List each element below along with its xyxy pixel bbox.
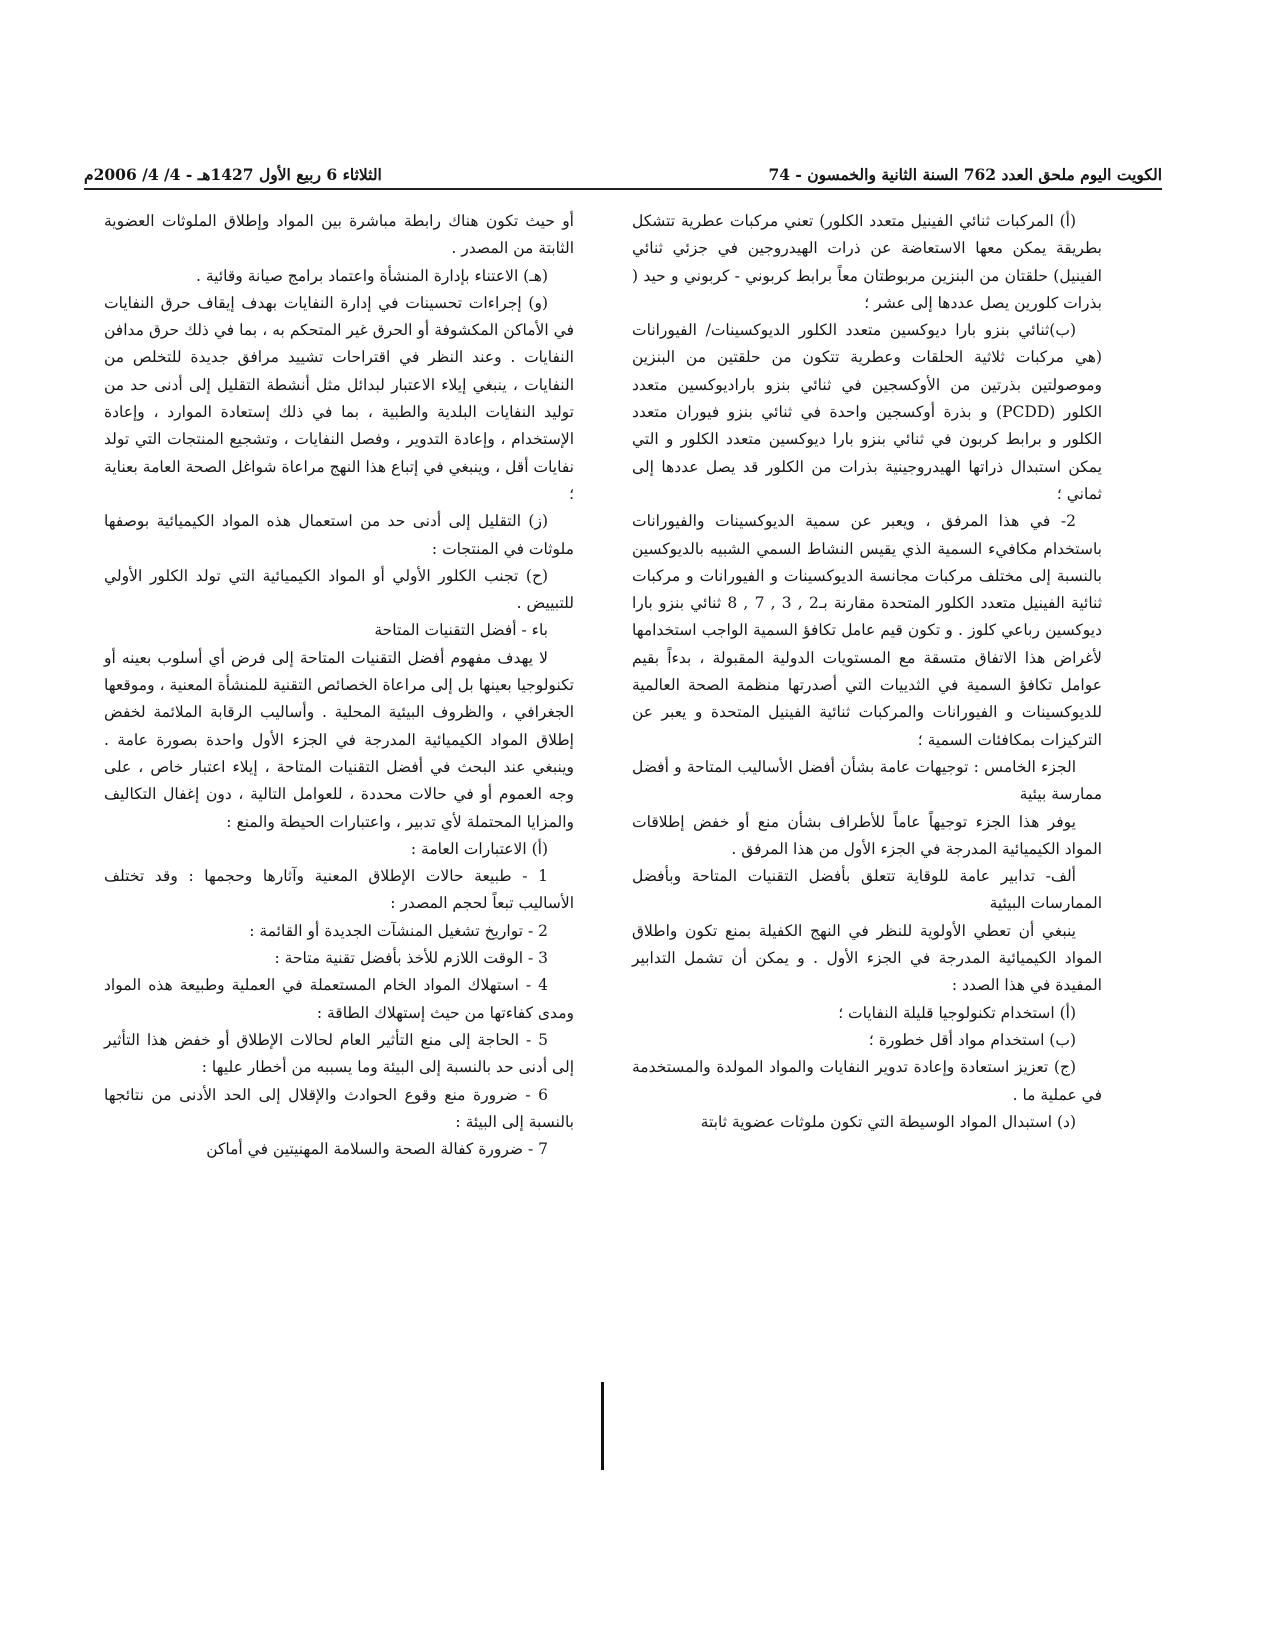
- paragraph: (ب)ثنائي بنزو بارا ديوكسين متعدد الكلور الديوكسينات/ الفيورانات (هي مركبات ثلاثية الحلقات وعطرية تتكون من حلقتين من البنزين وموصولتين بذرتين من الأوكسجين في ثنائي بنزو باراديوكسين متعدد الكلور (PCDD) و بذرة أوكسجين واحدة في ثنائي بنزو فيوران متعدد الكلور و برابط كربون في ثنائي بنزو بارا ديوكسين متعدد الكلور و التي يمكن استبدال ذراتها الهيدروجينية بذرات من الكلور قد يصل عددها إلى ثماني ؛: [632, 321, 1103, 503]
- list-item: 1 - طبيعة حالات الإطلاق المعنية وآثارها وحجمها : وقد تختلف الأساليب تبعاً لحجم المصدر :: [104, 867, 574, 913]
- paragraph: 2- في هذا المرفق ، ويعبر عن سمية الديوكسينات والفيورانات باستخدام مكافيء السمية الذي يقيس النشاط السمي الشبيه بالديوكسين بالنسبة إلى مختلف مركبات مجانسة الديوكسينات و الفيورانات و مركبات ثنائية الفينيل متعدد الكلور المتحدة مقارنة بـ2 , 3 , 7 , 8 ثنائي بنزو بارا ديوكسين رباعي كلوز . و تكون قيم عامل تكافؤ السمية الواجب استخدامها لأغراض هذا الاتفاق متسقة مع المستويات الدولية المقبولة ، بدءاً بقيم عوامل تكافؤ السمية في الثدييات التي أصدرتها منظمة الصحة العالمية للديوكسينات و الفيورانات والمركبات ثنائية الفينيل المتحدة و يعبر عن التركيزات بمكافئات السمية ؛: [632, 512, 1103, 749]
- header-date: الثلاثاء 6 ربيع الأول 1427هـ - 4/ 4/ 2006م: [84, 165, 382, 184]
- left-column: [104, 208, 574, 1163]
- list-item: 6 - ضرورة منع وقوع الحوادث والإقلال إلى الحد الأدنى من نتائجها بالنسبة إلى البيئة :: [104, 1085, 574, 1131]
- header-divider: [84, 188, 1162, 190]
- page-header: [84, 150, 1162, 184]
- list-item: (ز) التقليل إلى أدنى حد من استعمال هذه المواد الكيميائية بوصفها ملوثات في المنتجات :: [104, 512, 574, 558]
- paragraph: أو حيث تكون هناك رابطة مباشرة بين المواد وإطلاق الملوثات العضوية الثابتة من المصدر .: [104, 212, 574, 258]
- list-item: 4 - استهلاك المواد الخام المستعملة في العملية وطبيعة هذه المواد ومدى كفاءتها من حيث إستهلاك الطاقة :: [104, 976, 574, 1022]
- header-publication-info: الكويت اليوم ملحق العدد 762 السنة الثانية والخمسون - 74: [768, 165, 1162, 184]
- list-item: 3 - الوقت اللازم للأخذ بأفضل تقنية متاحة :: [274, 949, 548, 968]
- paragraph: يوفر هذا الجزء توجيهاً عاماً للأطراف بشأن منع أو خفض إطلاقات المواد الكيميائية المدرجة في الجزء الأول من هذا المرفق .: [632, 812, 1102, 858]
- paragraph: ينبغي أن تعطي الأولوية للنظر في النهج الكفيلة بمنع تكون واطلاق المواد الكيميائية المدرجة في الجزء الأول . و يمكن أن تشمل التدابير المفيدة في هذا الصدد :: [632, 921, 1102, 995]
- column-divider: [601, 1382, 604, 1470]
- paragraph: (أ) المركبات ثنائي الفينيل متعدد الكلور) تعني مركبات عطرية تتشكل بطريقة يمكن معها الاستعاضة عن ذرات الهيدروجين في جزئي ثنائي الفينيل) حلقتان من البنزين مربوطتان معاً برابط كربوني - كربوني و حيد ( بذرات كلورين يصل عددها إلى عشر ؛: [632, 212, 1102, 312]
- list-item: (و) إجراءات تحسينات في إدارة النفايات بهدف إيقاف حرق النفايات في الأماكن المكشوفة أو الحرق غير المتحكم به ، بما في ذلك حرق مدافن النفايات . وعند النظر في اقتراحات تشييد مرافق جديدة للتخلص من النفايات ، ينبغي إيلاء الاعتبار لبدائل مثل أنشطة التقليل إلى أدنى حد من توليد النفايات البلدية والطبية ، بما في ذلك إستعادة الموارد ، وإعادة الإستخدام ، وإعادة التدوير ، وفصل النفايات ، وتشجيع المنتجات التي تولد نفايات أقل ، وينبغي في إتباع هذا النهج مراعاة شواغل الصحة العامة بعناية ؛: [104, 293, 575, 503]
- right-column: [632, 208, 1102, 1136]
- list-item: 5 - الحاجة إلى منع التأثير العام لحالات الإطلاق أو خفض هذا التأثير إلى أدنى حد بالنسبة إلى البيئة وما يسببه من أخطار عليها :: [104, 1030, 574, 1077]
- list-item: (ح) تجنب الكلور الأولي أو المواد الكيميائية التي تولد الكلور الأولي للتبييض .: [104, 566, 574, 613]
- subsection-heading: ألف- تدابير عامة للوقاية تتعلق بأفضل التقنيات المتاحة وبأفضل الممارسات البيئية: [632, 867, 1102, 913]
- list-item: (أ) الاعتبارات العامة :: [410, 839, 548, 858]
- subsection-heading: باء - أفضل التقنيات المتاحة: [374, 621, 548, 640]
- paragraph: لا يهدف مفهوم أفضل التقنيات المتاحة إلى فرض أي أسلوب بعينه أو تكنولوجيا بعينها بل إلى مراعاة الخصائص التقنية للمنشأة المعنية ، وموقعها الجغرافي ، والظروف البيئية المحلية . وأساليب الرقابة الملائمة لخفض إطلاق المواد الكيميائية المدرجة في الجزء الأول واحدة بصورة عامة . وينبغي عند البحث في أفضل التقنيات المتاحة ، إيلاء اعتبار خاص ، على وجه العموم أو في حالات محددة ، للعوامل التالية ، دون إغفال التكاليف والمزايا المحتملة لأي تدبير ، واعتبارات الحيطة والمنع :: [104, 648, 574, 831]
- list-item: (ب) استخدام مواد أقل خطورة ؛: [868, 1030, 1076, 1049]
- list-item: (أ) استخدام تكنولوجيا قليلة النفايات ؛: [838, 1003, 1076, 1022]
- list-item: 7 - ضرورة كفالة الصحة والسلامة المهنيتين في أماكن: [206, 1140, 548, 1159]
- list-item: 2 - تواريخ تشغيل المنشآت الجديدة أو القائمة :: [249, 921, 548, 940]
- list-item: (د) استبدال المواد الوسيطة التي تكون ملوثات عضوية ثابتة: [700, 1112, 1076, 1131]
- section-heading: الجزء الخامس : توجيهات عامة بشأن أفضل الأساليب المتاحة و أفضل ممارسة بيئية: [632, 757, 1102, 804]
- list-item: (هـ) الاعتناء بإدارة المنشأة واعتماد برامج صيانة وقائية .: [196, 266, 548, 285]
- list-item: (ج) تعزيز استعادة وإعادة تدوير النفايات والمواد المولدة والمستخدمة في عملية ما .: [632, 1058, 1102, 1104]
